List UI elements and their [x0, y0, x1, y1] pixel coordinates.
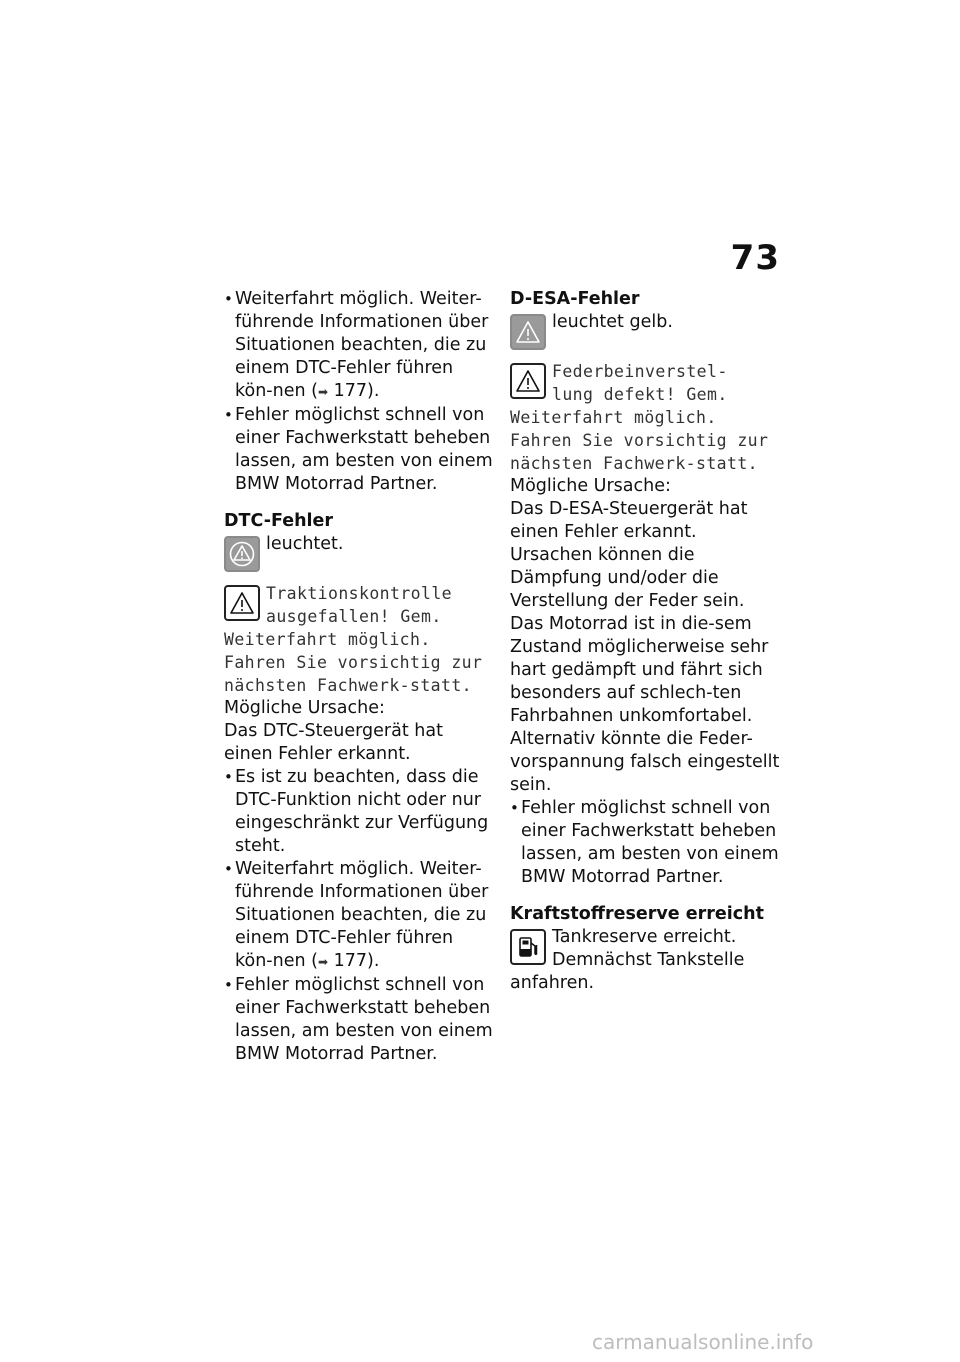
dtc-indicator-row	[224, 533, 494, 572]
page-reference-arrow-icon: ➡	[317, 385, 329, 399]
desa-message-text: Weiterfahrt möglich. Fahren Sie vorsichtig zur nächsten Fachwerk-statt.	[510, 408, 769, 473]
section-heading-dtc: DTC-Fehler	[224, 511, 334, 531]
fuel-indicator-row	[510, 926, 780, 972]
fuel-message-line: Tankreserve erreicht.	[552, 927, 737, 947]
desa-indicator-row	[510, 311, 780, 350]
watermark: carmanualsonline.info	[592, 1330, 814, 1354]
dtc-light-status: leuchtet.	[266, 534, 344, 554]
dtc-message-text: Weiterfahrt möglich. Fahren Sie vorsichtig zur nächsten Fachwerk-statt.	[224, 630, 483, 695]
list-item: • Es ist zu beachten, dass die DTC-Funktion nicht oder nur eingeschränkt zur Verfügung steht.	[224, 766, 494, 858]
section-heading-fuel: Kraftstoffreserve erreicht	[510, 904, 764, 924]
list-item: • Fehler möglichst schnell von einer Fachwerkstatt beheben lassen, am besten von einem BMW Motorrad Partner.	[510, 797, 780, 889]
desa-message-row	[510, 360, 780, 406]
right-column	[510, 288, 780, 995]
cause-text: Das DTC-Steuergerät hat einen Fehler erkannt.	[224, 721, 443, 764]
list-item: • Fehler möglichst schnell von einer Fachwerkstatt beheben lassen, am besten von einem BMW Motorrad Partner.	[224, 974, 494, 1066]
warning-light-icon	[224, 536, 260, 572]
dtc-message-row	[224, 582, 494, 628]
desa-message-line: Federbeinverstel-	[552, 362, 728, 381]
section-heading-desa: D-ESA-Fehler	[510, 289, 640, 309]
desa-light-status: leuchtet gelb.	[552, 312, 673, 332]
warning-light-icon	[510, 314, 546, 350]
warning-triangle-icon	[224, 585, 260, 621]
fuel-pump-icon	[510, 929, 546, 965]
cause-label: Mögliche Ursache:	[510, 476, 671, 496]
page-reference-arrow-icon: ➡	[317, 955, 329, 969]
dtc-message-line: Traktionskontrolle	[266, 584, 453, 603]
list-item: • Weiterfahrt möglich. Weiter-führende Informationen über Situationen beachten, die zu einem DTC-Fehler führen kön-nen (➡ 177).	[224, 288, 494, 404]
list-item: • Weiterfahrt möglich. Weiter-führende Informationen über Situationen beachten, die zu einem DTC-Fehler führen kön-nen (➡ 177).	[224, 858, 494, 974]
fuel-message-line: Demnächst Tankstelle	[552, 950, 745, 970]
cause-label: Mögliche Ursache:	[224, 698, 385, 718]
dtc-message-line: ausgefallen! Gem.	[266, 607, 442, 626]
page-number: 73	[730, 238, 780, 278]
cause-text: Das D-ESA-Steuergerät hat einen Fehler erkannt. Ursachen können die Dämpfung und/oder die Verstellung der Feder sein. Das Motorrad ist in die-sem Zustand möglicherweise sehr hart gedämpft und fährt sich besonders auf schlech-ten Fahrbahnen unkomfortabel. Alternativ könnte die Feder-vorspannung falsch eingestellt sein.	[510, 499, 780, 795]
fuel-message-line: anfahren.	[510, 973, 595, 993]
desa-message-line: lung defekt! Gem.	[552, 385, 728, 404]
warning-triangle-icon	[510, 363, 546, 399]
list-item: • Fehler möglichst schnell von einer Fachwerkstatt beheben lassen, am besten von einem BMW Motorrad Partner.	[224, 404, 494, 496]
left-column	[224, 288, 494, 1066]
